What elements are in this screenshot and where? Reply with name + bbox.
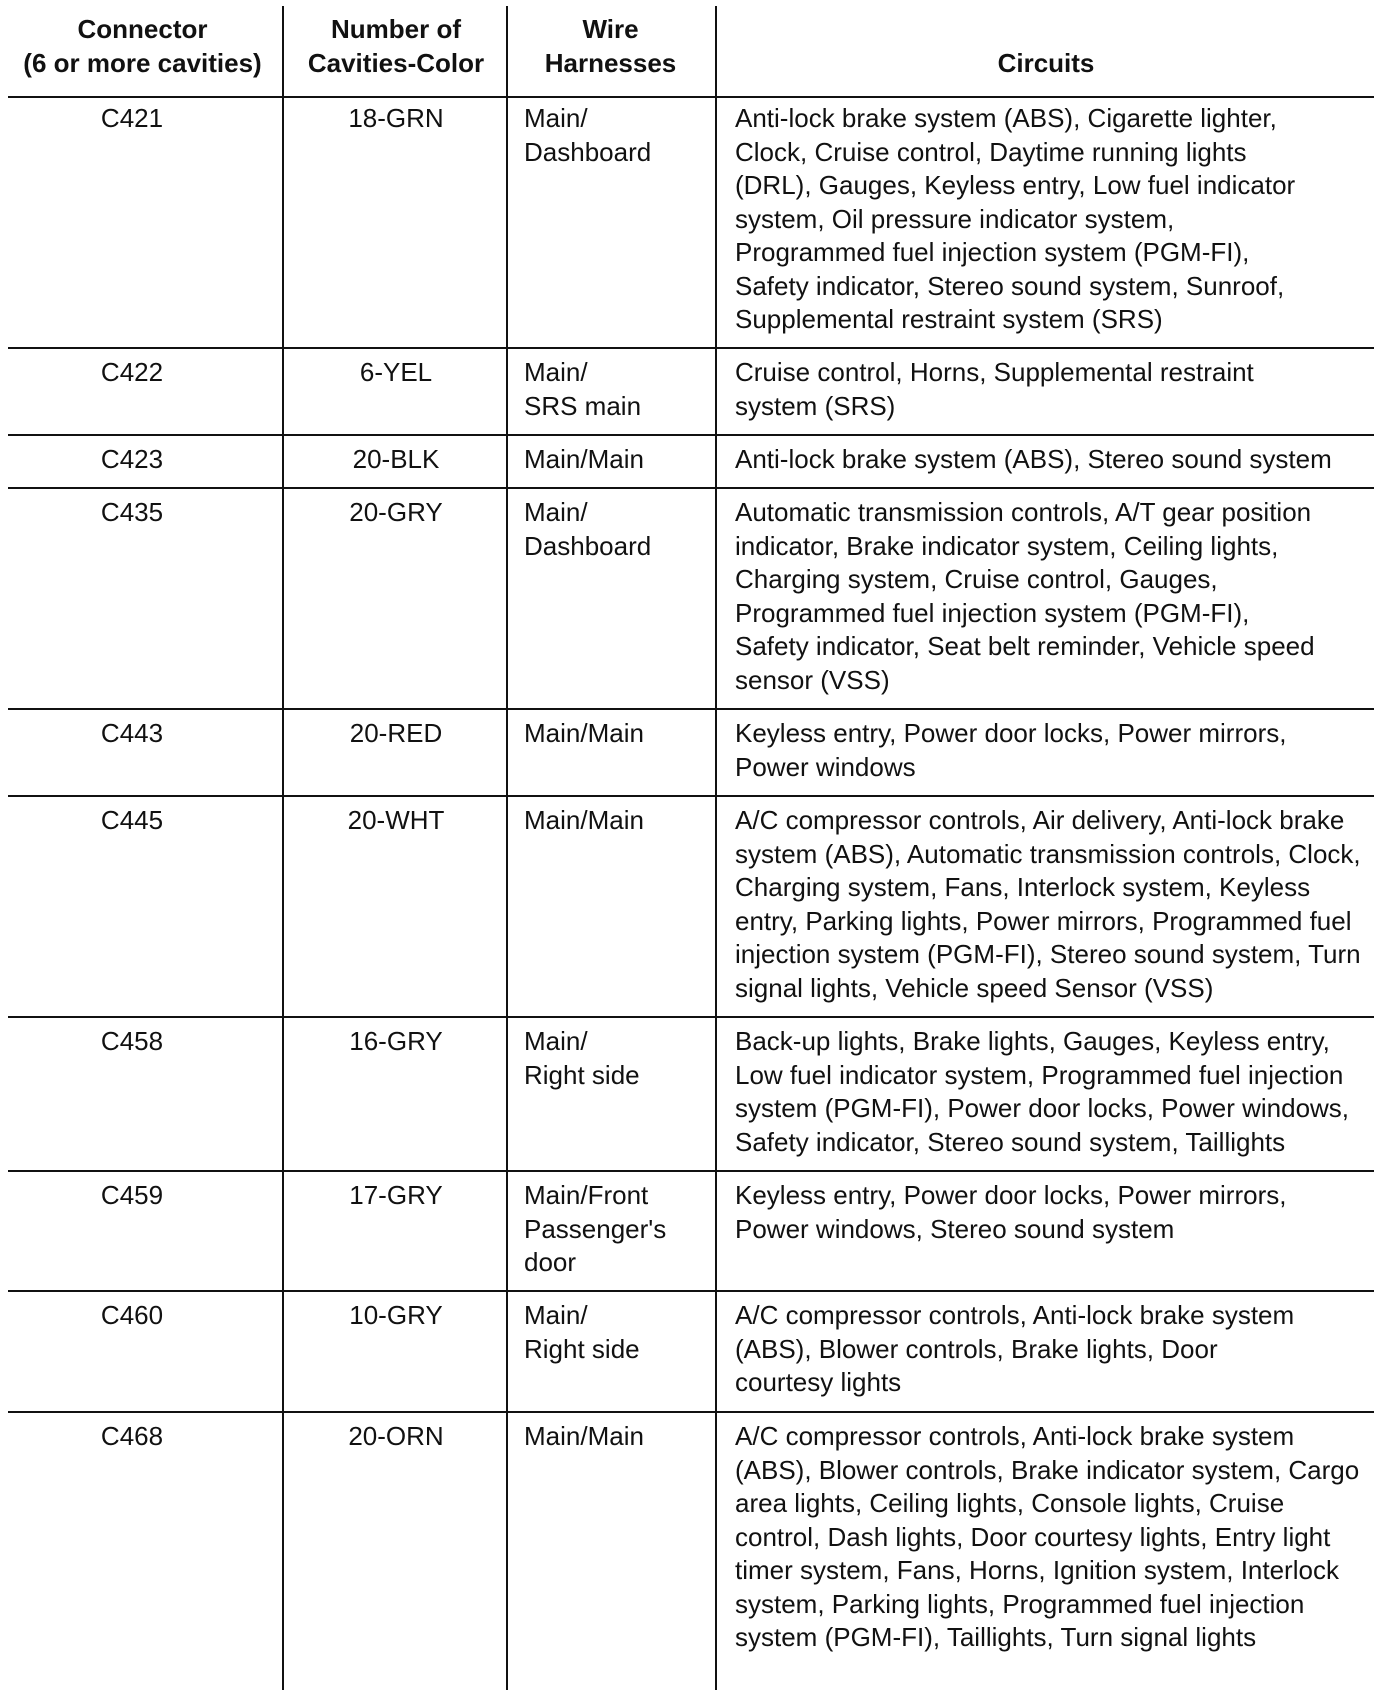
harness-line: Main/Main <box>524 805 644 835</box>
circuits-line: Anti-lock brake system (ABS), Cigarette lighter, <box>735 103 1277 133</box>
harness-line: Main/Main <box>524 1421 644 1451</box>
circuits-line: Power windows, Stereo sound system <box>735 1213 1175 1244</box>
cavities-cell: 20-ORN <box>348 1421 444 1451</box>
harness-cell <box>524 356 641 423</box>
circuits-line: control, Dash lights, Door courtesy lights, Entry light <box>735 1521 1331 1552</box>
circuits-line: indicator, Brake indicator system, Ceiling lights, <box>735 530 1279 561</box>
circuits-line: Safety indicator, Stereo sound system, Taillights <box>735 1126 1286 1157</box>
circuits-line: Safety indicator, Seat belt reminder, Vehicle speed <box>735 631 1315 661</box>
row-divider <box>8 1016 1374 1018</box>
cavities-cell: 10-GRY <box>349 1300 443 1330</box>
header-connector-line-2: (6 or more cavities) <box>23 48 262 78</box>
circuits-line: Programmed fuel injection system (PGM-FI), <box>735 597 1250 628</box>
column-divider-1 <box>282 6 284 1690</box>
circuits-cell <box>735 717 1286 784</box>
harness-cell <box>524 496 651 563</box>
circuits-line: injection system (PGM-FI), Stereo sound system, Turn <box>735 939 1361 969</box>
harness-line: Main/ <box>524 357 588 387</box>
header-wire <box>507 12 714 80</box>
harness-line: Dashboard <box>524 136 652 167</box>
circuits-cell <box>735 1420 1359 1655</box>
cavities-cell: 17-GRY <box>349 1180 443 1210</box>
harness-line: Main/ <box>524 1300 588 1330</box>
column-divider-3 <box>715 6 717 1690</box>
circuits-line: system (ABS), Automatic transmission controls, Clock, <box>735 838 1361 869</box>
harness-line: Dashboard <box>524 530 652 561</box>
row-divider <box>8 1411 1374 1413</box>
row-divider <box>8 1170 1374 1172</box>
circuits-line: (ABS), Blower controls, Brake lights, Door <box>735 1333 1218 1364</box>
harness-line: SRS main <box>524 390 642 421</box>
harness-cell <box>524 102 651 169</box>
header-circuits-line-1: Circuits <box>997 48 1095 78</box>
harness-cell <box>524 443 644 477</box>
connector-cell: C458 <box>100 1026 164 1056</box>
circuits-cell <box>735 1179 1286 1246</box>
harness-line: Main/ <box>524 1026 588 1056</box>
circuits-line: Supplemental restraint system (SRS) <box>735 304 1163 334</box>
circuits-line: system (PGM-FI), Power door locks, Power windows, <box>735 1093 1350 1123</box>
connector-cell: C445 <box>100 805 164 835</box>
circuits-line: system, Parking lights, Programmed fuel injection <box>735 1588 1305 1619</box>
cavities-cell: 6-YEL <box>359 357 433 387</box>
connector-cell: C459 <box>100 1180 164 1210</box>
circuits-cell <box>735 443 1332 477</box>
row-divider <box>8 795 1374 797</box>
harness-cell <box>524 1299 640 1366</box>
cavities-cell: 16-GRY <box>349 1026 443 1056</box>
header-cavities-line-2: Cavities-Color <box>307 48 485 78</box>
row-divider <box>8 347 1374 349</box>
connector-cell: C423 <box>100 444 164 474</box>
circuits-line: sensor (VSS) <box>735 664 890 695</box>
row-divider <box>8 708 1374 710</box>
circuits-line: system, Oil pressure indicator system, <box>735 203 1175 234</box>
harness-line: Right side <box>524 1333 640 1364</box>
circuits-line: Charging system, Cruise control, Gauges, <box>735 564 1218 594</box>
cavities-cell: 20-BLK <box>352 444 440 474</box>
circuits-line: (DRL), Gauges, Keyless entry, Low fuel indicator <box>735 170 1296 200</box>
circuits-line: Cruise control, Horns, Supplemental restraint <box>735 357 1254 387</box>
connector-cell: C435 <box>100 497 164 527</box>
circuits-line: A/C compressor controls, Anti-lock brake system <box>735 1300 1295 1330</box>
circuits-line: Charging system, Fans, Interlock system, Keyless <box>735 872 1311 902</box>
circuits-cell <box>735 102 1295 337</box>
circuits-line: system (SRS) <box>735 390 896 421</box>
cavities-cell: 18-GRN <box>348 103 444 133</box>
circuits-line: courtesy lights <box>735 1367 902 1397</box>
harness-line: Passenger's <box>524 1213 667 1244</box>
circuits-line: Safety indicator, Stereo sound system, Sunroof, <box>735 270 1285 301</box>
connector-cell: C460 <box>100 1300 164 1330</box>
header-divider <box>8 96 1374 98</box>
harness-line: Main/Main <box>524 718 644 748</box>
harness-line: Main/ <box>524 497 588 527</box>
circuits-cell <box>735 1025 1349 1159</box>
circuits-cell <box>735 496 1315 697</box>
harness-line: Main/Front <box>524 1180 649 1210</box>
circuits-cell <box>735 804 1361 1005</box>
circuits-line: Low fuel indicator system, Programmed fuel injection <box>735 1059 1344 1090</box>
connector-cell: C422 <box>100 357 164 387</box>
header-wire-line-2: Harnesses <box>544 48 677 78</box>
circuits-line: Clock, Cruise control, Daytime running lights <box>735 136 1247 167</box>
harness-line: Main/Main <box>524 444 644 474</box>
circuits-line: A/C compressor controls, Air delivery, Anti-lock brake <box>735 805 1345 835</box>
connector-cell: C421 <box>100 103 164 133</box>
row-divider <box>8 434 1374 436</box>
circuits-line: system (PGM-FI), Taillights, Turn signal lights <box>735 1622 1257 1652</box>
harness-line: Right side <box>524 1059 640 1090</box>
header-cavities <box>285 12 507 80</box>
cavities-cell: 20-GRY <box>349 497 443 527</box>
header-wire-line-1: Wire <box>582 14 639 44</box>
header-connector <box>0 12 285 80</box>
harness-cell <box>524 1025 640 1092</box>
harness-cell <box>524 717 644 751</box>
circuits-line: (ABS), Blower controls, Brake indicator system, Cargo <box>735 1454 1360 1485</box>
circuits-line: Programmed fuel injection system (PGM-FI), <box>735 237 1250 267</box>
header-circuits <box>716 46 1376 80</box>
circuits-line: Automatic transmission controls, A/T gear position <box>735 497 1312 527</box>
harness-cell <box>524 1179 666 1280</box>
harness-line: door <box>524 1247 577 1277</box>
circuits-line: A/C compressor controls, Anti-lock brake system <box>735 1421 1295 1451</box>
header-cavities-line-1: Number of <box>331 14 461 44</box>
circuits-line: timer system, Fans, Horns, Ignition system, Interlock <box>735 1555 1339 1585</box>
circuits-line: Keyless entry, Power door locks, Power mirrors, <box>735 1180 1287 1210</box>
harness-cell <box>524 804 644 838</box>
circuits-cell <box>735 1299 1294 1400</box>
harness-line: Main/ <box>524 103 588 133</box>
circuits-line: signal lights, Vehicle speed Sensor (VSS) <box>735 972 1214 1003</box>
row-divider <box>8 1290 1374 1292</box>
header-connector-line-1: Connector <box>77 14 208 44</box>
circuits-cell <box>735 356 1254 423</box>
row-divider <box>8 487 1374 489</box>
circuits-line: entry, Parking lights, Power mirrors, Programmed fuel <box>735 905 1352 936</box>
circuits-line: Keyless entry, Power door locks, Power mirrors, <box>735 718 1287 748</box>
circuits-line: Power windows <box>735 751 916 782</box>
connector-cell: C443 <box>100 718 164 748</box>
connector-cell: C468 <box>100 1421 164 1451</box>
circuits-line: Anti-lock brake system (ABS), Stereo sound system <box>735 444 1332 474</box>
circuits-line: area lights, Ceiling lights, Console lights, Cruise <box>735 1488 1285 1518</box>
circuits-line: Back-up lights, Brake lights, Gauges, Keyless entry, <box>735 1026 1330 1056</box>
cavities-cell: 20-RED <box>349 718 443 748</box>
cavities-cell: 20-WHT <box>347 805 445 835</box>
harness-cell <box>524 1420 644 1454</box>
